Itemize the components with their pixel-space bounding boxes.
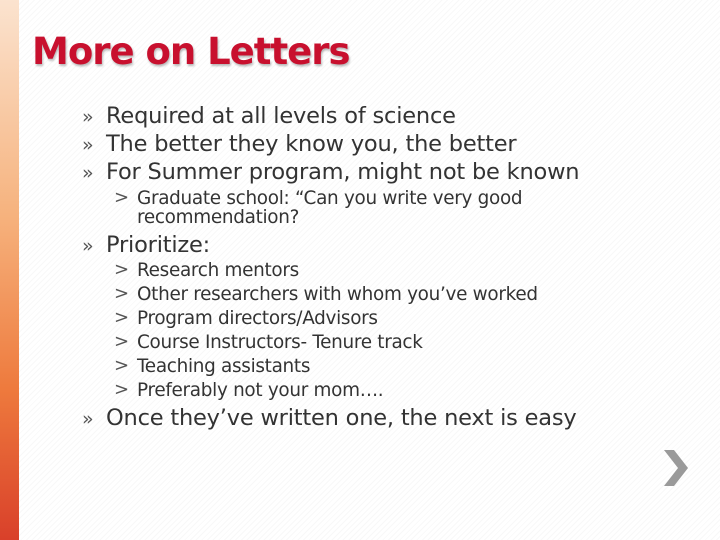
bullet-marker: » — [82, 106, 94, 128]
sub-bullet-marker: > — [114, 259, 130, 280]
sub-bullet-marker: > — [114, 379, 130, 400]
prioritize-item-1: Research mentors — [137, 260, 299, 281]
accent-side-bar — [0, 0, 19, 540]
sub-bullet-marker: > — [114, 355, 130, 376]
sub-bullet-marker: > — [114, 187, 130, 208]
summer-sub-line-2: recommendation? — [137, 207, 300, 228]
bullet-marker: » — [82, 408, 94, 430]
sub-bullet-marker: > — [114, 307, 130, 328]
prioritize-item-5: Teaching assistants — [137, 356, 311, 377]
prioritize-item-3: Program directors/Advisors — [137, 308, 378, 329]
prioritize-item-2: Other researchers with whom you’ve worked — [137, 284, 538, 305]
bullet-item-1: Required at all levels of science — [106, 103, 456, 129]
bullet-item-3: For Summer program, might not be known — [106, 159, 580, 185]
slide-title: More on Letters — [32, 30, 350, 73]
bullet-marker: » — [82, 162, 94, 184]
summer-sub-line-1: Graduate school: “Can you write very good — [137, 188, 523, 209]
prioritize-item-6: Preferably not your mom…. — [137, 380, 384, 401]
bullet-item-prioritize: Prioritize: — [106, 232, 211, 258]
chevron-right-icon[interactable] — [660, 446, 690, 490]
bullet-item-final: Once they’ve written one, the next is easy — [106, 405, 577, 431]
prioritize-item-4: Course Instructors- Tenure track — [137, 332, 423, 353]
bullet-marker: » — [82, 235, 94, 257]
sub-bullet-marker: > — [114, 283, 130, 304]
bullet-item-2: The better they know you, the better — [106, 131, 517, 157]
bullet-marker: » — [82, 134, 94, 156]
sub-bullet-marker: > — [114, 331, 130, 352]
